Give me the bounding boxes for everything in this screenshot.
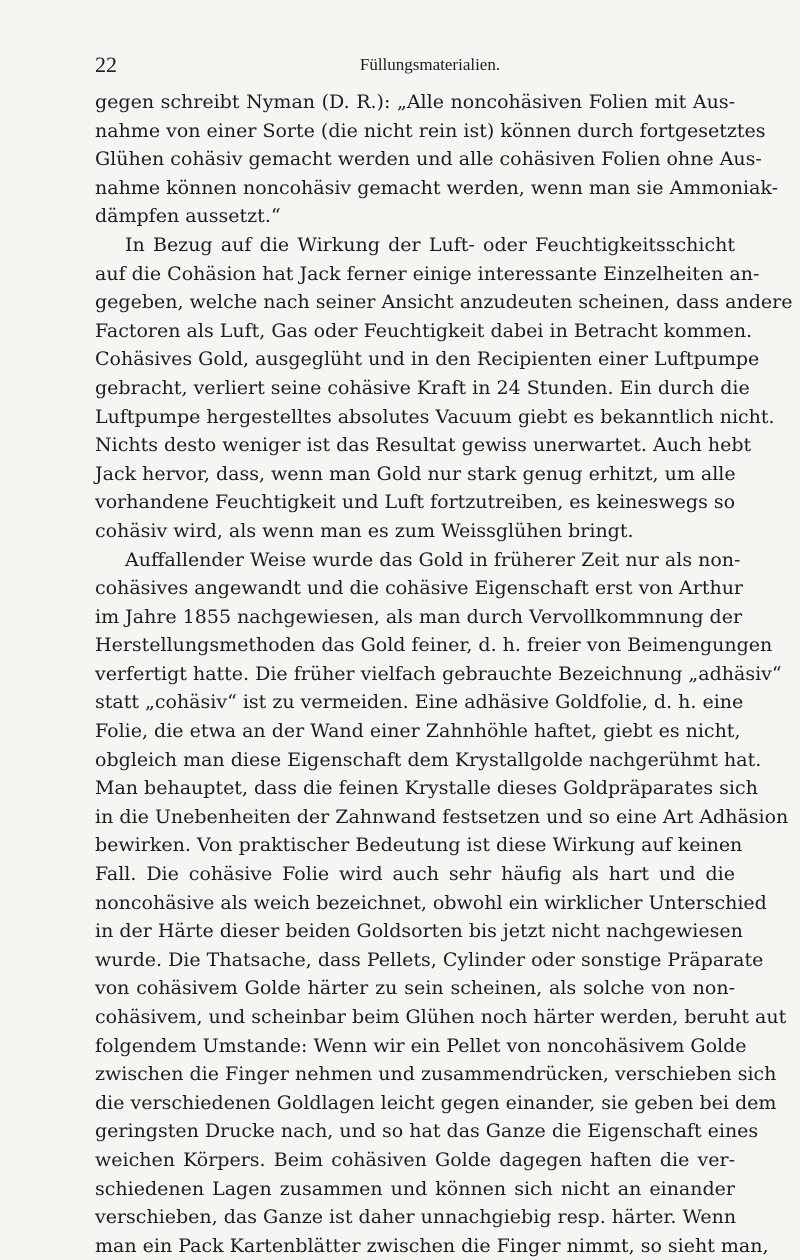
text-line: Nichts desto weniger ist das Resultat gewiss unerwartet. Auch hebt <box>95 434 752 457</box>
text-line: noncohäsive als weich bezeichnet, obwohl ein wirklicher Unterschied <box>95 891 767 914</box>
text-line: cohäsiv wird, als wenn man es zum Weissglühen bringt. <box>95 519 634 542</box>
text-line: Herstellungsmethoden das Gold feiner, d. h. freier von Beimengungen <box>95 634 773 657</box>
text-line: Folie, die etwa an der Wand einer Zahnhöhle haftet, giebt es nicht, <box>95 720 741 743</box>
text-line: nahme können noncohäsiv gemacht werden, wenn man sie Ammoniak- <box>95 176 779 199</box>
text-line: Auffallender Weise wurde das Gold in früherer Zeit nur als non- <box>125 548 741 571</box>
text-line: verschieben, das Ganze ist daher unnachgiebig resp. härter. Wenn <box>95 1206 737 1229</box>
text-line: bewirken. Von praktischer Bedeutung ist diese Wirkung auf keinen <box>95 834 743 857</box>
text-line: geringsten Drucke nach, und so hat das Ganze die Eigenschaft eines <box>95 1120 759 1143</box>
text-line: In Bezug auf die Wirkung der Luft- oder Feuchtigkeitsschicht <box>125 233 735 256</box>
text-line: in die Unebenheiten der Zahnwand festsetzen und so eine Art Adhäsion <box>95 805 789 828</box>
text-line: gegen schreibt Nyman (D. R.): „Alle noncohäsiven Folien mit Aus- <box>95 91 735 113</box>
text-line: von cohäsivem Golde härter zu sein scheinen, als solche von non- <box>95 977 735 1000</box>
text-line: Jack hervor, dass, wenn man Gold nur stark genug erhitzt, um alle <box>95 462 736 485</box>
text-line: cohäsives angewandt und die cohäsive Eigenschaft erst von Arthur <box>95 577 744 600</box>
text-line: in der Härte dieser beiden Goldsorten bis jetzt nicht nachgewiesen <box>95 920 743 943</box>
text-line: verfertigt hatte. Die früher vielfach gebrauchte Bezeichnung „adhäsiv“ <box>95 662 782 685</box>
text-line: gegeben, welche nach seiner Ansicht anzudeuten scheinen, dass andere <box>95 291 793 314</box>
page-number: 22 <box>95 52 117 77</box>
text-line: Luftpumpe hergestelltes absolutes Vacuum giebt es bekanntlich nicht. <box>95 405 775 428</box>
text-line: vorhandene Feuchtigkeit und Luft fortzutreiben, es keineswegs so <box>95 491 736 514</box>
body-text <box>95 88 793 1260</box>
text-line: wurde. Die Thatsache, dass Pellets, Cylinder oder sonstige Präparate <box>95 948 764 971</box>
text-line: nahme von einer Sorte (die nicht rein ist) können durch fortgesetztes <box>95 119 766 142</box>
text-line: dämpfen aussetzt.“ <box>95 205 281 228</box>
running-head: Füllungsmaterialien. <box>359 55 501 74</box>
text-line: obgleich man diese Eigenschaft dem Krystallgolde nachgerühmt hat. <box>95 748 762 771</box>
text-line: im Jahre 1855 nachgewiesen, als man durch Vervollkommnung der <box>95 605 743 628</box>
text-line: Factoren als Luft, Gas oder Feuchtigkeit dabei in Betracht kommen. <box>95 319 753 342</box>
text-line: man ein Pack Kartenblätter zwischen die Finger nimmt, so sieht man, <box>95 1234 769 1257</box>
text-line: Man behauptet, dass die feinen Krystalle dieses Goldpräparates sich <box>95 777 758 800</box>
page-header <box>95 52 735 82</box>
text-line: cohäsivem, und scheinbar beim Glühen noch härter werden, beruht aut <box>95 1006 787 1028</box>
text-line: zwischen die Finger nehmen und zusammendrücken, verschieben sich <box>95 1063 777 1086</box>
text-line: Fall. Die cohäsive Folie wird auch sehr häufig als hart und die <box>95 863 735 886</box>
text-line: die verschiedenen Goldlagen leicht gegen einander, sie geben bei dem <box>95 1091 777 1114</box>
text-line: Cohäsives Gold, ausgeglüht und in den Recipienten einer Luftpumpe <box>95 348 760 371</box>
text-line: auf die Cohäsion hat Jack ferner einige interessante Einzelheiten an- <box>95 262 760 285</box>
text-line: Glühen cohäsiv gemacht werden und alle cohäsiven Folien ohne Aus- <box>95 148 762 171</box>
text-line: gebracht, verliert seine cohäsive Kraft in 24 Stunden. Ein durch die <box>95 376 750 399</box>
text-line: folgendem Umstande: Wenn wir ein Pellet von noncohäsivem Golde <box>95 1034 747 1057</box>
text-line: schiedenen Lagen zusammen und können sich nicht an einander <box>95 1177 735 1200</box>
text-line: weichen Körpers. Beim cohäsiven Golde dagegen haften die ver- <box>95 1148 735 1171</box>
text-line: statt „cohäsiv“ ist zu vermeiden. Eine adhäsive Goldfolie, d. h. eine <box>95 691 744 714</box>
